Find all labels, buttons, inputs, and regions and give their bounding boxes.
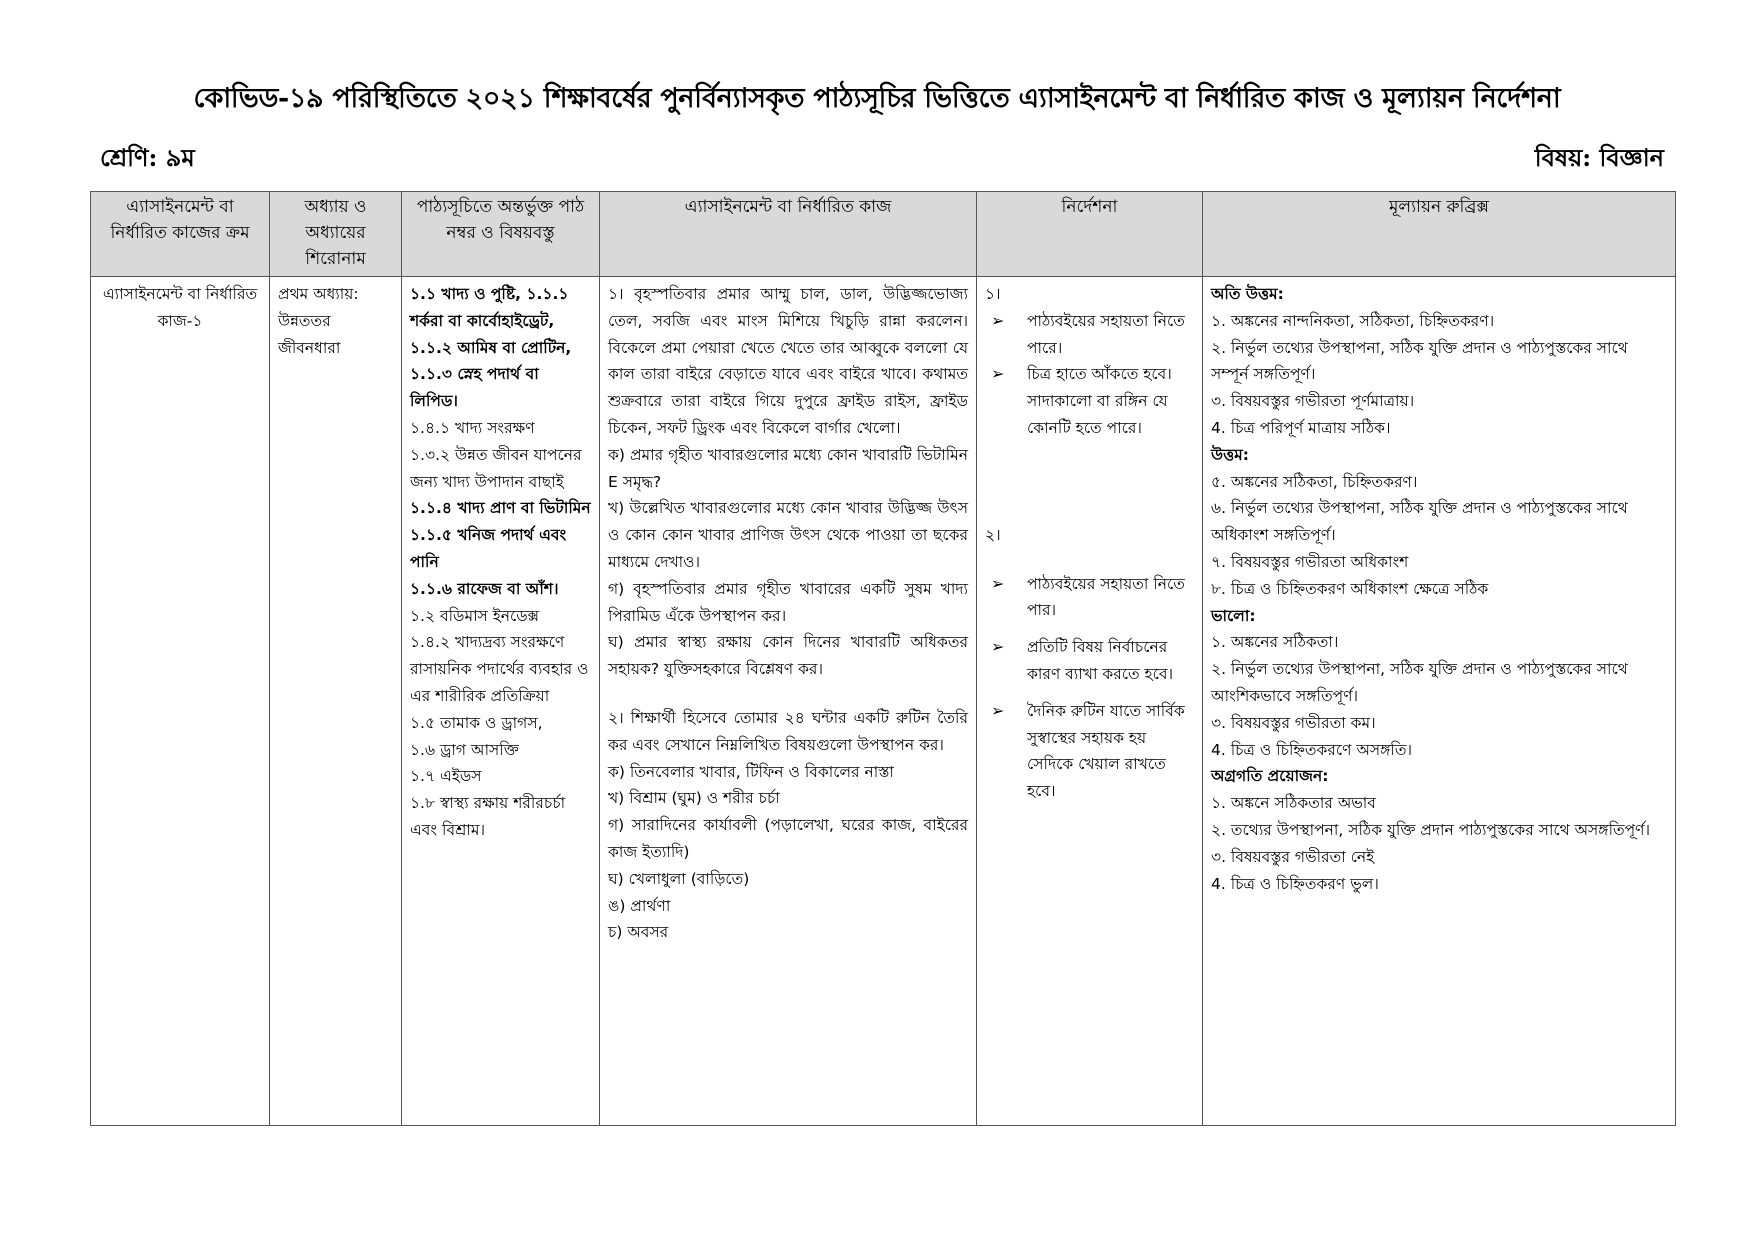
- task1-question: খ) উল্লেখিত খাবারগুলোর মধ্যে কোন খাবার উদ্ভিজ্জ উৎস ও কোন কোন খাবার প্রাণিজ উৎস থেকে পাওয়া তা ছকের মাধ্যমে দেখাও।: [608, 499, 968, 571]
- cell-rubric: [1203, 277, 1676, 1126]
- task2-intro: ২। শিক্ষার্থী হিসেবে তোমার ২৪ ঘন্টার একটি রুটিন তৈরি কর এবং সেখানে নিম্নলিখিত বিষয়গুলো উপস্থাপন কর।: [608, 708, 968, 754]
- task1-question: গ) বৃহস্পতিবার প্রমার গৃহীত খাবারের একটি সুষম খাদ্য পিরামিড এঁকে উপস্থাপন কর।: [608, 579, 968, 625]
- table-header-row: [91, 192, 1676, 277]
- guide2-item: ➢ দৈনিক রুটিন যাতে সার্বিক সুস্বাস্থের সহায়ক হয় সেদিকে খেয়াল রাখতে হবে।: [991, 698, 1194, 805]
- lesson-item: ১.৮ স্বাস্থ্য রক্ষায় শরীরচর্চা এবং বিশ্রাম।: [410, 794, 566, 839]
- arrow-bullet-icon: ➢: [991, 310, 1005, 330]
- header-assignment-task: এ্যাসাইনমেন্ট বা নির্ধারিত কাজ: [600, 192, 977, 277]
- rubric-item: ৬. নির্ভুল তথ্যের উপস্থাপনা, সঠিক যুক্তি প্রদান ও পাঠ্যপুস্তকের সাথে অধিকাংশ সঙ্গতিপূর্ণ।: [1211, 499, 1628, 545]
- rubric-item: 4. চিত্র ও চিহ্নিতকরণ ভুল।: [1211, 874, 1379, 893]
- rubric-item: 4. চিত্র পরিপূর্ণ মাত্রায় সঠিক।: [1211, 418, 1391, 437]
- task2-item: ঙ) প্রার্থণা: [608, 896, 671, 915]
- chapter-line: প্রথম অধ্যায়:: [278, 285, 359, 303]
- header-guidelines: নির্দেশনা: [977, 192, 1203, 277]
- rubric-item: ৫. অঙ্কনের সঠিকতা, চিহ্নিতকরণ।: [1211, 472, 1418, 491]
- header-chapter: অধ্যায় ও অধ্যায়ের শিরোনাম: [270, 192, 402, 277]
- guide1-item: ➢ চিত্র হাতে আঁকতে হবে। সাদাকালো বা রঙ্গিন যে কোনটি হতে পারে।: [991, 361, 1194, 441]
- lesson-item: ১.১.৪ খাদ্য প্রাণ বা ভিটামিন: [410, 499, 591, 518]
- guide1-number: ১।: [985, 285, 1001, 303]
- rubric-heading: অগ্রগতি প্রয়োজন:: [1211, 767, 1329, 786]
- task2-item: ঘ) খেলাধুলা (বাড়িতে): [608, 869, 750, 888]
- header-rubric: মূল্যায়ন রুব্রিক্স: [1203, 192, 1676, 277]
- lesson-item: ১.১ খাদ্য ও পুষ্টি, ১.১.১ শর্করা বা কার্বোহাইড্রেট, ১.১.২ আমিষ বা প্রোটিন, ১.১.৩ স্নেহ পদার্থ বা লিপিড।: [410, 285, 572, 411]
- guide2-number: ২।: [985, 525, 1001, 544]
- header-lessons: পাঠ্যসূচিতে অন্তর্ভুক্ত পাঠ নম্বর ও বিষয়বস্তু: [402, 192, 600, 277]
- task2-item: চ) অবসর: [608, 923, 669, 942]
- rubric-item: ১. অঙ্কনের নান্দনিকতা, সঠিকতা, চিহ্নিতকরণ।: [1211, 311, 1495, 330]
- rubric-item: ২. তথ্যের উপস্থাপনা, সঠিক যুক্তি প্রদান পাঠ্যপুস্তকের সাথে অসঙ্গতিপূর্ণ।: [1211, 820, 1651, 839]
- lesson-item: ১.৫ তামাক ও ড্রাগস,: [410, 713, 543, 732]
- lesson-item: ১.২ বডিমাস ইনডেক্স: [410, 606, 540, 625]
- lesson-item: ১.৪.২ খাদ্যদ্রব্য সংরক্ষণে রাসায়নিক পদার্থের ব্যবহার ও এর শারীরিক প্রতিক্রিয়া: [410, 633, 589, 705]
- arrow-bullet-icon: ➢: [991, 573, 1005, 593]
- lesson-item: ১.৪.১ খাদ্য সংরক্ষণ: [410, 418, 535, 437]
- rubric-item: ২. নির্ভুল তথ্যের উপস্থাপনা, সঠিক যুক্তি প্রদান ও পাঠ্যপুস্তকের সাথে আংশিকভাবে সঙ্গতিপূর্ণ।: [1211, 660, 1628, 705]
- task2-item: ক) তিনবেলার খাবার, টিফিন ও বিকালের নাস্তা: [608, 762, 894, 781]
- lesson-item: ১.১.৫ খনিজ পদার্থ এবং পানি: [410, 526, 567, 571]
- lesson-item: ১.৭ এইডস: [410, 767, 482, 786]
- arrow-bullet-icon: ➢: [991, 637, 1005, 657]
- header-assignment-order: এ্যাসাইনমেন্ট বা নির্ধারিত কাজের ক্রম: [91, 192, 270, 277]
- chapter-line: জীবনধারা: [278, 338, 341, 357]
- cell-lessons: [402, 277, 600, 1126]
- rubric-item: ৮. চিত্র ও চিহ্নিতকরণ অধিকাংশ ক্ষেত্রে সঠিক: [1211, 579, 1489, 598]
- rubric-item: 4. চিত্র ও চিহ্নিতকরণে অসঙ্গতি।: [1211, 740, 1413, 759]
- cell-guidelines: [977, 277, 1203, 1126]
- assignment-no: এ্যাসাইনমেন্ট বা নির্ধারিত কাজ-১: [102, 285, 258, 330]
- cell-assignment-no: [91, 277, 270, 1126]
- arrow-bullet-icon: ➢: [991, 700, 1005, 720]
- document-title: কোভিড-১৯ পরিস্থিতিতে ২০২১ শিক্ষাবর্ষের পুনর্বিন্যাসকৃত পাঠ্যসূচির ভিত্তিতে এ্যাসাইনমেন্ট বা নির্ধারিত কাজ ও মূল্যায়ন নির্দেশনা: [193, 83, 1561, 114]
- lesson-item: ১.১.৬ রাফেজ বা আঁশ।: [410, 579, 559, 598]
- subject-label: বিষয়: বিজ্ঞান: [1534, 143, 1664, 172]
- rubric-item: ৩. বিষয়বস্তুর গভীরতা নেই: [1211, 847, 1375, 866]
- rubric-heading: ভালো:: [1211, 606, 1256, 625]
- guide2-item: ➢ পাঠ্যবইয়ের সহায়তা নিতে পার।: [991, 571, 1194, 625]
- table-row: [91, 277, 1676, 1126]
- chapter-line: উন্নততর: [278, 311, 331, 330]
- task1-question: ঘ) প্রমার স্বাস্থ্য রক্ষায় কোন দিনের খাবারটি অধিকতর সহায়ক? যুক্তিসহকারে বিশ্লেষণ কর।: [608, 633, 968, 679]
- class-label: শ্রেণি: ৯ম: [100, 143, 195, 172]
- task2-item: গ) সারাদিনের কার্যাবলী (পড়ালেখা, ঘরের কাজ, বাইরের কাজ ইত্যাদি): [608, 816, 968, 861]
- task2-item: খ) বিশ্রাম (ঘুম) ও শরীর চর্চা: [608, 789, 780, 808]
- rubric-item: ৩. বিষয়বস্তুর গভীরতা কম।: [1211, 713, 1376, 732]
- rubric-heading: উত্তম:: [1211, 445, 1249, 464]
- rubric-item: ১. অঙ্কনের সঠিকতা।: [1211, 633, 1339, 652]
- guide2-item: ➢ প্রতিটি বিষয় নির্বাচনের কারণ ব্যাখা করতে হবে।: [991, 634, 1194, 688]
- task1-question: ক) প্রমার গৃহীত খাবারগুলোর মধ্যে কোন খাবারটি ভিটামিন E সমৃদ্ধ?: [608, 445, 968, 491]
- guide1-item: ➢ পাঠ্যবইয়ের সহায়তা নিতে পারে।: [991, 308, 1194, 362]
- lesson-item: ১.৬ ড্রাগ আসক্তি: [410, 740, 519, 759]
- rubric-item: ৩. বিষয়বস্তুর গভীরতা পূর্ণমাত্রায়।: [1211, 392, 1415, 411]
- rubric-item: ১. অঙ্কনে সঠিকতার অভাব: [1211, 794, 1376, 813]
- cell-chapter: [270, 277, 402, 1126]
- cell-tasks: [600, 277, 977, 1126]
- lesson-item: ১.৩.২ উন্নত জীবন যাপনের জন্য খাদ্য উপাদান বাছাই: [410, 445, 582, 491]
- task1-intro: ১। বৃহস্পতিবার প্রমার আম্মু চাল, ডাল, উদ্ভিজ্জভোজ্য তেল, সবজি এবং মাংস মিশিয়ে খিচুড়ি রান্না করলেন। বিকেলে প্রমা পেয়ারা খেতে খেতে তার আব্বুকে বললো যে কাল তারা বাইরে বেড়াতে যাবে এবং বাইরে খাবে। কথামত শুক্রবারে তারা বাইরে গিয়ে দুপুরে ফ্রাইড রাইস, ফ্রাইড চিকেন, সফট ড্রিংক এবং বিকেলে বার্গার খেলো।: [608, 285, 968, 437]
- rubric-item: ৭. বিষয়বস্তুর গভীরতা অধিকাংশ: [1211, 552, 1409, 571]
- rubric-item: ২. নির্ভুল তথ্যের উপস্থাপনা, সঠিক যুক্তি প্রদান ও পাঠ্যপুস্তকের সাথে সম্পূর্ন সঙ্গতিপূর্ণ।: [1211, 338, 1628, 384]
- rubric-heading: অতি উত্তম:: [1211, 285, 1284, 303]
- assignment-table: [90, 191, 1676, 1126]
- arrow-bullet-icon: ➢: [991, 364, 1005, 384]
